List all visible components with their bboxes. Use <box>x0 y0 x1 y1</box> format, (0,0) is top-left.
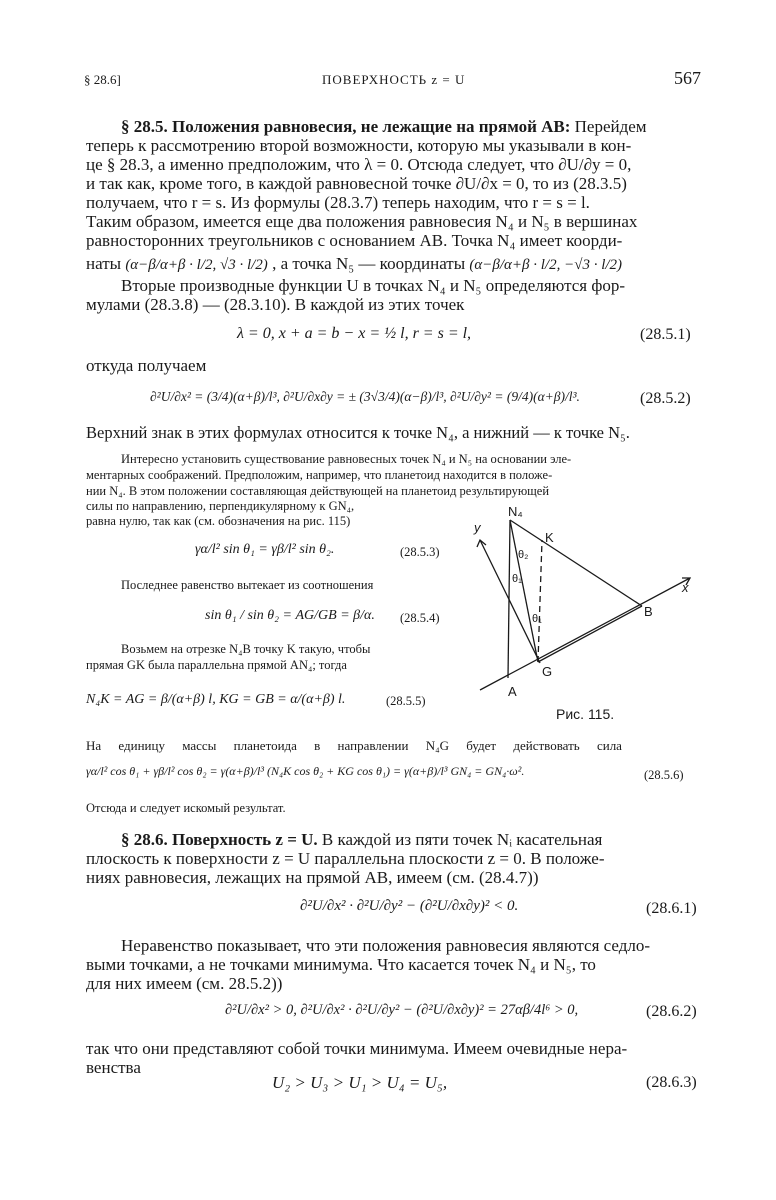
small-line-2: нии N₄. В этом положении составляющая действующей на планетоид результирующей <box>86 484 550 498</box>
equation-28-5-2: ∂²U/∂x² = (3/4)(α+β)/l³, ∂²U/∂x∂y = ± (3√3/4)(α−β)/l³, ∂²U/∂y² = (9/4)(α+β)/l³. <box>150 389 580 404</box>
equation-number-28-6-2: (28.6.2) <box>646 1003 697 1020</box>
equation-number-28-5-4: (28.5.4) <box>400 611 440 625</box>
equation-number-28-6-3: (28.6.3) <box>646 1074 697 1091</box>
sec286-line-0: В каждой из пяти точек Nᵢ касательная <box>321 830 603 849</box>
sec285-line-6: равносторонних треугольников с основанием AB. Точка N₄ имеет коорди- <box>86 231 623 250</box>
sec285-first-line <box>121 118 647 136</box>
section-marker: § 28.6] <box>84 72 121 87</box>
small-conclusion: Отсюда и следует искомый результат. <box>86 801 286 815</box>
sec286-lines2-1: выми точками, а не точками минимума. Что касается точек N₄ и N₅, то <box>86 955 596 974</box>
line-g-k-dashed <box>538 540 542 662</box>
sec286-lines2-2: для них имеем (см. 28.5.2)) <box>86 974 283 993</box>
sec285-line-0: Перейдем <box>574 117 647 136</box>
label-theta2: θ₂ <box>518 549 529 561</box>
sec285-heading: § 28.5. Положения равновесия, не лежащие на прямой AB: <box>121 117 571 136</box>
sec285-lines2-1: мулами (28.3.8) — (28.3.10). В каждой из этих точек <box>86 295 465 314</box>
equation-28-5-6: γα/l² cos θ₁ + γβ/l² cos θ₂ = γ(α+β)/l³ (N₄K cos θ₂ + KG cos θ₁) = γ(α+β)/l³ GN₄ = GN₄·ω². <box>86 764 525 778</box>
n4-coordinates: (α−β/α+β · l/2, √3 · l/2) <box>125 257 268 273</box>
label-b: B <box>644 604 653 619</box>
equation-28-6-2: ∂²U/∂x² > 0, ∂²U/∂x² · ∂²U/∂y² − (∂²U/∂x∂y)² = 27αβ/4l⁶ > 0, <box>225 1002 579 1018</box>
figure-caption: Рис. 115. <box>556 706 615 722</box>
line-n4-b <box>510 520 642 606</box>
label-theta1b: θ₁ <box>532 613 542 625</box>
small-lines2-0: Возьмем на отрезке N₄B точку K такую, чтобы <box>121 642 371 656</box>
equation-number-28-5-6: (28.5.6) <box>644 768 684 782</box>
label-n4: N₄ <box>508 504 523 519</box>
sec286-lines2-0: Неравенство показывает, что эти положения равновесия являются седло- <box>121 936 651 955</box>
small-line-1: ментарных соображений. Предположим, например, что планетоид находится в положе- <box>86 468 553 482</box>
line-g-b <box>538 606 642 662</box>
after-eq1: откуда получаем <box>86 356 207 375</box>
equation-number-28-5-1: (28.5.1) <box>640 326 691 343</box>
equation-28-5-1: λ = 0, x + a = b − x = ½ l, r = s = l, <box>237 325 472 342</box>
equation-28-5-5: N₄K = AG = β/(α+β) l, KG = GB = α/(α+β) l. <box>86 692 346 707</box>
n5-coordinates: (α−β/α+β · l/2, −√3 · l/2) <box>469 257 623 273</box>
label-k: K <box>545 530 554 545</box>
sec285-lines2-0: Вторые производные функции U в точках N₄ и N₅ определяются фор- <box>121 276 626 295</box>
figure-115 <box>450 500 710 710</box>
label-a: A <box>508 684 517 699</box>
equation-number-28-5-5: (28.5.5) <box>386 694 426 708</box>
equation-number-28-5-3: (28.5.3) <box>400 545 440 559</box>
equation-number-28-5-2: (28.5.2) <box>640 390 691 407</box>
equation-28-6-1: ∂²U/∂x² · ∂²U/∂y² − (∂²U/∂x∂y)² < 0. <box>300 898 519 914</box>
equation-number-28-6-1: (28.6.1) <box>646 900 697 917</box>
sec286-first-line <box>121 831 602 849</box>
force-line: На единицу массы планетоида в направлении N₄G будет действовать сила <box>86 738 622 753</box>
label-y: y <box>474 520 481 535</box>
after-eq2: Верхний знак в этих формулах относится к точке N₄, а нижний — к точке N₅. <box>86 423 630 442</box>
small-mid: Последнее равенство вытекает из соотношения <box>121 578 374 592</box>
label-theta1: θ₁ <box>512 573 522 585</box>
sec286-line-2: ниях равновесия, лежащих на прямой AB, имеем (см. (28.4.7)) <box>86 868 539 887</box>
small-line-3: силы по направлению, перпендикулярному к GN₄, <box>86 499 355 513</box>
coords-pre: наты <box>86 254 122 273</box>
sec285-line-3: и так как, кроме того, в каждой равновесной точке ∂U/∂x = 0, то из (28.3.5) <box>86 174 627 193</box>
x-axis-line <box>480 578 690 690</box>
label-g: G <box>542 664 553 679</box>
equation-28-6-3: U₂ > U₃ > U₁ > U₄ = U₅, <box>272 1073 448 1092</box>
sec285-line-2: це § 28.3, а именно предположим, что λ = 0. Отсюда следует, что ∂U/∂y = 0, <box>86 155 632 174</box>
label-x: x <box>682 580 689 595</box>
line-n4-g <box>510 520 538 662</box>
sec286-lines3-0: так что они представляют собой точки минимума. Имеем очевидные нера- <box>86 1039 628 1058</box>
small-line-4: равна нулю, так как (см. обозначения на рис. 115) <box>86 514 351 528</box>
small-lines2-1: прямая GK была параллельна прямой AN₄; тогда <box>86 658 347 672</box>
sec286-line-1: плоскость к поверхности z = U параллельна плоскости z = 0. В положе- <box>86 849 605 868</box>
running-title: ПОВЕРХНОСТЬ z = U <box>322 72 466 87</box>
equation-28-5-3: γα/l² sin θ₁ = γβ/l² sin θ₂. <box>195 542 335 557</box>
sec285-line-4: получаем, что r = s. Из формулы (28.3.7) теперь находим, что r = s = l. <box>86 193 590 212</box>
page-number: 567 <box>674 68 701 88</box>
sec285-line-1: теперь к рассмотрению второй возможности, которую мы указывали в кон- <box>86 136 632 155</box>
coords-mid: , а точка N₅ — координаты <box>272 254 466 273</box>
sec286-lines3-1: венства <box>86 1058 141 1077</box>
equation-28-5-4: sin θ₁ / sin θ₂ = AG/GB = β/α. <box>205 608 375 623</box>
small-line-0: Интересно установить существование равновесных точек N₄ и N₅ на основании эле- <box>121 452 572 466</box>
sec285-line-5: Таким образом, имеется еще два положения равновесия N₄ и N₅ в вершинах <box>86 212 638 231</box>
sec286-heading: § 28.6. Поверхность z = U. <box>121 830 318 849</box>
